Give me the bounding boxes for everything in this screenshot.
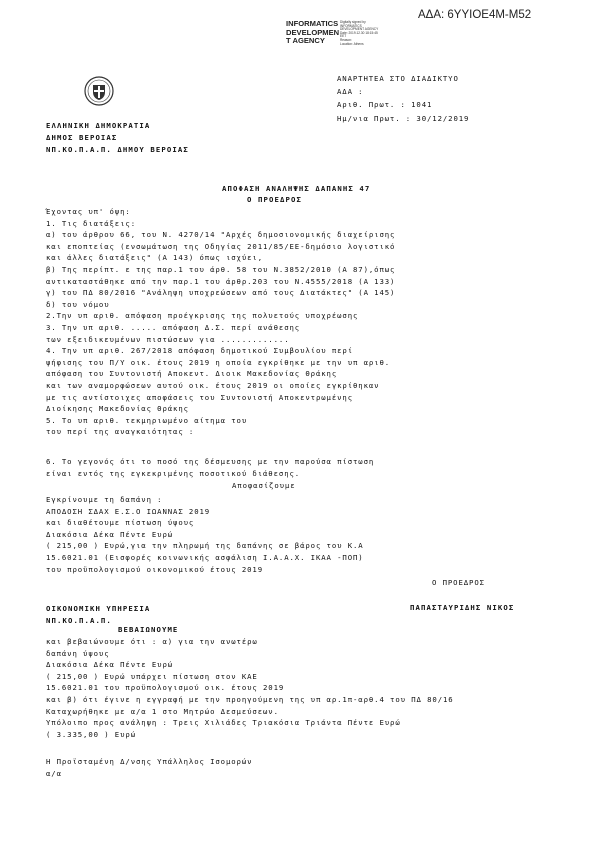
agency-line: DEVELOPMEN bbox=[286, 27, 340, 37]
body-line: 5. Το υπ αριθ. τεκμηριωμένο αίτημα του bbox=[46, 415, 248, 425]
signature-line: DEVELOPMENT AGENCY bbox=[340, 27, 379, 32]
body-line: και εποπτείας (ενσωμάτωση της Οδηγίας 2011/85/ΕΕ-δημόσιο λογιστικό bbox=[46, 241, 396, 251]
cert-line: Υπόλοιπο προς ανάληψη : Τρεις Χιλιάδες Τριακόσια Τριάντα Πέντε Ευρώ bbox=[46, 718, 401, 728]
decision-subtitle: Ο ΠΡΟΕΔΡΟΣ bbox=[247, 195, 302, 204]
body-line: 1. Τις διατάξεις: bbox=[46, 218, 136, 228]
issuer-block bbox=[46, 120, 189, 156]
apofasizoume-heading: Αποφασίζουμε bbox=[232, 481, 296, 490]
body-line: με τις αντίστοιχες αποφάσεις του Συντονιστή Αποκεντρωμένης bbox=[46, 392, 353, 402]
body-line: α) του άρθρου 66, του Ν. 4270/14 "Αρχές δημοσιονομικής διαχείρισης bbox=[46, 230, 396, 240]
body-line: και άλλες διατάξεις" (Α 143) όπως ισχύει, bbox=[46, 253, 264, 263]
agency-name bbox=[286, 20, 339, 46]
decision-body bbox=[46, 494, 364, 575]
ada-code: ΑΔΑ: 6ΥΥΙΟΕ4Μ-Μ52 bbox=[418, 9, 532, 21]
agency-line: INFORMATICS bbox=[286, 19, 339, 28]
finance-head-line: ΟΙΚΟΝΟΜΙΚΗ ΥΠΗΡΕΣΙΑ bbox=[46, 604, 151, 613]
issuer-line: ΝΠ.ΚΟ.Π.Α.Π. ΔΗΜΟΥ ΒΕΡΟΙΑΣ bbox=[46, 145, 189, 154]
body-line: 3. Την υπ αριθ. ..... απόφαση Δ.Σ. περί ανάθεσης bbox=[46, 322, 301, 332]
body-line: γ) του ΠΔ 80/2016 "Ανάληψη υποχρεώσεων από τους Διατάκτες" (Α 145) bbox=[46, 288, 396, 298]
publication-line: Αριθ. Πρωτ. : 1041 bbox=[337, 100, 433, 110]
footer-line: α/α bbox=[46, 768, 62, 778]
body-line: και των αναμορφώσεων αυτού οικ. έτους 2019 οι οποίες εγκρίθηκαν bbox=[46, 380, 380, 390]
body-line: απόφαση του Συντονιστή Αποκεντ. Διοικ Μακεδονίας Θράκης bbox=[46, 369, 338, 379]
decision-line: ΑΠΟΔΟΣΗ ΣΔΑΧ Ε.Σ.Ο ΙΩΑΝΝΑΣ 2019 bbox=[46, 506, 211, 516]
signature-line: Digitally signed by bbox=[340, 20, 366, 24]
notice-block bbox=[46, 456, 374, 479]
signature-line: Reason: bbox=[340, 37, 352, 42]
issuer-line: ΔΗΜΟΣ ΒΕΡΟΙΑΣ bbox=[46, 133, 118, 142]
hellenic-republic-emblem-icon bbox=[84, 76, 114, 106]
cert-line: και βεβαιώνουμε ότι : α) για την ανωτέρω bbox=[46, 637, 258, 646]
body-line: Έχοντας υπ' όψη: bbox=[46, 207, 131, 216]
body-line: Διοίκησης Μακεδονίας Θράκης bbox=[46, 404, 189, 414]
decision-title: ΑΠΟΦΑΣΗ ΑΝΑΛΗΨΗΣ ΔΑΠΑΝΗΣ 47 bbox=[222, 184, 371, 193]
cert-line: ( 215,00 ) Ευρώ υπάρχει πίστωση στον ΚΑΕ bbox=[46, 671, 258, 681]
finance-head-line: ΝΠ.ΚΟ.Π.Α.Π. bbox=[46, 615, 112, 625]
decision-line: ( 215,00 ) Ευρώ,για την πληρωμή της δαπάνης σε βάρος του Κ.Α bbox=[46, 541, 364, 551]
publication-info bbox=[337, 72, 469, 125]
notice-line: είναι εντός της εγκεκριμένης ποσοτικού διάθεσης. bbox=[46, 468, 301, 478]
cert-line: ( 3.335,00 ) Ευρώ bbox=[46, 729, 136, 739]
decision-line: 15.6021.01 (Εισφορές κοινωνικής ασφάλιση Ι.Α.Α.Χ. ΙΚΑΑ -ΠΟΠ) bbox=[46, 552, 364, 562]
bebaiosi-heading: ΒΕΒΑΙΩΝΟΥΜΕ bbox=[118, 625, 179, 634]
body-line: 2.Την υπ αριθ. απόφαση προέγκρισης της πολυετούς υποχρέωσης bbox=[46, 311, 359, 321]
certification-body bbox=[46, 636, 454, 740]
digital-signature-block bbox=[340, 21, 378, 46]
notice-line: 6. Το γεγονός ότι το ποσό της δέσμευσης με την παρούσα πίστωση bbox=[46, 457, 375, 466]
body-line: δ) του νόμου bbox=[46, 299, 110, 309]
signature-line: EET bbox=[340, 34, 347, 39]
signature-line: INFORMATICS bbox=[340, 23, 362, 28]
body-line: 4. Την υπ αριθ. 267/2018 απόφαση δημοτικού Συμβουλίου περί bbox=[46, 346, 353, 356]
considerations bbox=[46, 206, 566, 438]
footer-signature bbox=[46, 756, 252, 779]
cert-line: 15.6021.01 του προϋπολογισμού οικ. έτους 2019 bbox=[46, 683, 285, 693]
body-line: του περί της αναγκαιότητας : bbox=[46, 427, 195, 437]
decision-line: Διακόσια Δέκα Πέντε Ευρώ bbox=[46, 529, 174, 539]
body-line: ψήφισης του Π/Υ οικ. έτους 2019 η οποία εγκρίθηκε με την υπ αριθ. bbox=[46, 357, 391, 367]
body-line: των εξειδικευμένων πιστώσεων για ............. bbox=[46, 334, 290, 344]
finance-service-head bbox=[46, 603, 150, 626]
body-line: αντικαταστάθηκε από την παρ.1 του άρθρ.203 του Ν.4555/2018 (Α 133) bbox=[46, 276, 396, 286]
publication-line: Ημ/νια Πρωτ. : 30/12/2019 bbox=[337, 113, 470, 123]
issuer-line: ΕΛΛΗΝΙΚΗ ΔΗΜΟΚΡΑΤΙΑ bbox=[46, 121, 151, 130]
cert-line: και β) ότι έγινε η εγγραφή με την προηγούμενη της υπ αρ.1π-αρθ.4 του ΠΔ 80/16 bbox=[46, 694, 454, 704]
cert-line: δαπάνη ύψους bbox=[46, 648, 110, 658]
publication-line: ΑΝΑΡΤΗΤΕΑ ΣΤΟ ΔΙΑΔΙΚΤΥΟ bbox=[337, 74, 459, 83]
agency-line: T AGENCY bbox=[286, 36, 325, 46]
signature-line: Location: Athens bbox=[340, 41, 364, 46]
cert-line: Διακόσια Δέκα Πέντε Ευρώ bbox=[46, 660, 174, 670]
decision-line: του προϋπολογισμού οικονομικού έτους 2019 bbox=[46, 564, 264, 574]
decision-line: και διαθέτουμε πίστωση ύψους bbox=[46, 518, 195, 528]
signature-line: Date: 2019.12.30 18:15:45 bbox=[340, 30, 378, 35]
publication-line: ΑΔΑ : bbox=[337, 87, 364, 97]
decision-line: Εγκρίνουμε τη δαπάνη : bbox=[46, 495, 163, 504]
cert-line: Καταχωρήθηκε με α/α 1 στο Μητρώο Δεσμεύσεων. bbox=[46, 706, 279, 716]
footer-line: Η Προϊσταμένη Δ/νσης Υπάλληλος Ισομορών bbox=[46, 757, 253, 766]
body-line: β) Της περίπτ. ε της παρ.1 του άρθ. 58 του Ν.3852/2010 (Α 87),όπως bbox=[46, 264, 396, 274]
signatory-name: ΠΑΠΑΣΤΑΥΡΙΔΗΣ ΝΙΚΟΣ bbox=[410, 603, 515, 612]
signatory-president: Ο ΠΡΟΕΔΡΟΣ bbox=[432, 578, 485, 587]
